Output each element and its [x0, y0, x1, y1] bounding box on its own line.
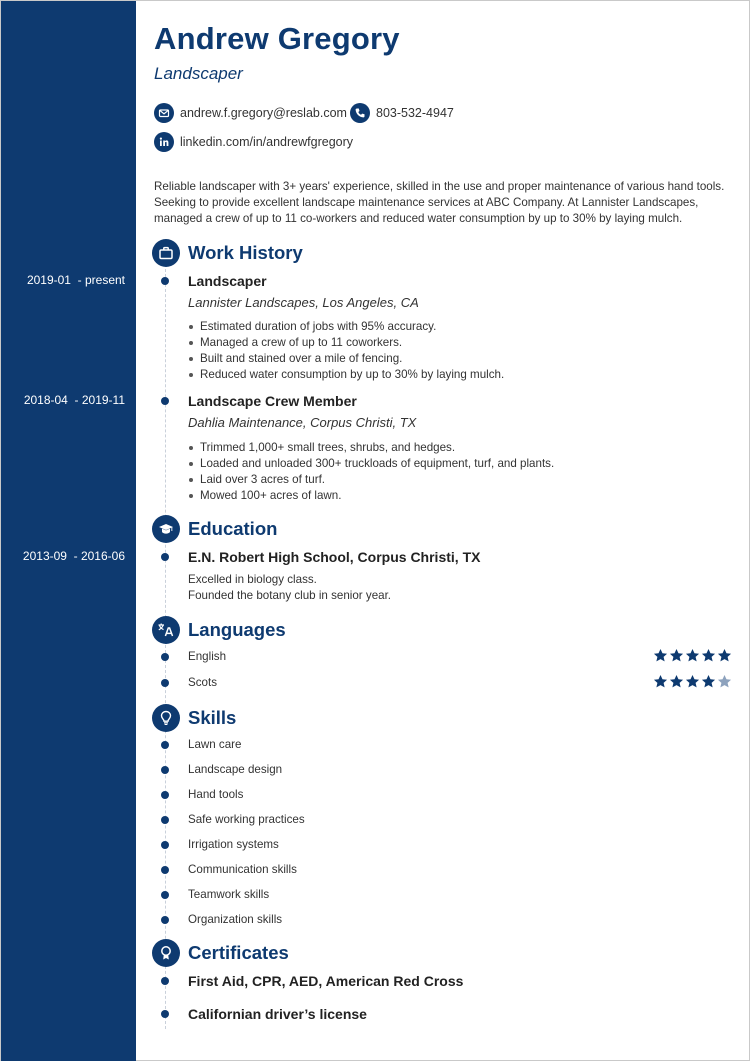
timeline-dot — [161, 866, 169, 874]
school-name: E.N. Robert High School, Corpus Christi, TX — [188, 549, 481, 565]
timeline-dot — [161, 679, 169, 687]
skill-item: Hand tools — [188, 788, 244, 801]
job-company: Dahlia Maintenance, Corpus Christi, TX — [188, 415, 417, 430]
list-item: Built and stained over a mile of fencing. — [200, 351, 504, 367]
timeline-dot — [161, 277, 169, 285]
job-date: 2019-01 - present — [26, 273, 125, 287]
timeline-dot — [161, 841, 169, 849]
star-filled-icon — [701, 674, 716, 689]
certificates-heading: Certificates — [152, 939, 289, 967]
star-filled-icon — [653, 674, 668, 689]
skill-item: Safe working practices — [188, 813, 305, 826]
phone-text: 803-532-4947 — [376, 106, 454, 120]
lightbulb-icon — [152, 704, 180, 732]
candidate-name: Andrew Gregory — [154, 21, 400, 56]
language-rating — [653, 674, 732, 689]
certificate-item: First Aid, CPR, AED, American Red Cross — [188, 973, 464, 989]
language-name: Scots — [188, 676, 217, 689]
skills-heading: Skills — [152, 704, 236, 732]
skill-item: Landscape design — [188, 763, 283, 776]
job-date: 2018-04 - 2019-11 — [23, 393, 125, 407]
linkedin-icon — [154, 132, 174, 152]
briefcase-icon — [152, 239, 180, 267]
education-detail: Excelled in biology class. — [188, 573, 317, 586]
award-icon — [152, 939, 180, 967]
timeline-dot — [161, 766, 169, 774]
language-name: English — [188, 650, 227, 663]
star-filled-icon — [701, 648, 716, 663]
phone-icon — [350, 103, 370, 123]
timeline-dot — [161, 916, 169, 924]
job-bullets — [200, 319, 504, 383]
linkedin-text: linkedin.com/in/andrewfgregory — [180, 135, 354, 149]
timeline-dot — [161, 891, 169, 899]
list-item: Loaded and unloaded 300+ truckloads of equipment, turf, and plants. — [200, 457, 555, 470]
timeline-dot — [161, 977, 169, 985]
education-detail: Founded the botany club in senior year. — [188, 589, 392, 602]
language-rating — [653, 648, 732, 663]
timeline-dot — [161, 791, 169, 799]
summary-text: Reliable landscaper with 3+ years' experience, skilled in the use and proper maintenance of various hand tools. Seeking to provide excellent landscape maintenance services at ABC Company. At Lannister Landscapes, managed a crew of up to 11 co-workers and reduced water consumption by up to 30% by laying mulch. — [154, 180, 725, 225]
timeline-dot — [161, 553, 169, 561]
linkedin-contact[interactable] — [154, 132, 353, 152]
list-item: Mowed 100+ acres of lawn. — [200, 488, 554, 504]
list-item: Trimmed 1,000+ small trees, shrubs, and hedges. — [200, 440, 554, 456]
skill-item: Irrigation systems — [188, 838, 279, 851]
work-history-heading: Work History — [152, 239, 303, 267]
timeline-dot — [161, 741, 169, 749]
timeline-dot — [161, 816, 169, 824]
timeline-line — [165, 269, 166, 1029]
star-filled-icon — [653, 648, 668, 663]
graduation-cap-icon — [152, 515, 180, 543]
job-position: Landscaper — [188, 273, 267, 289]
star-filled-icon — [669, 648, 684, 663]
list-item: Laid over 3 acres of turf. — [200, 472, 554, 488]
timeline-dot — [161, 397, 169, 405]
star-filled-icon — [685, 648, 700, 663]
skill-item: Lawn care — [188, 738, 242, 751]
list-item: Reduced water consumption by up to 30% by laying mulch. — [200, 368, 505, 381]
job-position: Landscape Crew Member — [188, 393, 357, 409]
timeline-dot — [161, 653, 169, 661]
skill-item: Teamwork skills — [188, 888, 270, 901]
email-contact[interactable] — [154, 103, 347, 123]
translate-icon — [152, 616, 180, 644]
email-icon — [154, 103, 174, 123]
phone-contact[interactable] — [350, 103, 454, 123]
star-filled-icon — [717, 648, 732, 663]
skill-item: Communication skills — [188, 863, 297, 876]
star-filled-icon — [685, 674, 700, 689]
list-item: Managed a crew of up to 11 coworkers. — [200, 335, 504, 351]
languages-heading: Languages — [152, 616, 286, 644]
education-heading: Education — [152, 515, 277, 543]
job-company: Lannister Landscapes, Los Angeles, CA — [188, 295, 419, 310]
job-title: Landscaper — [154, 64, 243, 83]
sidebar — [1, 1, 136, 1061]
timeline-dot — [161, 1010, 169, 1018]
email-text: andrew.f.gregory@reslab.com — [180, 106, 347, 120]
skill-item: Organization skills — [188, 913, 283, 926]
star-empty-icon — [717, 674, 732, 689]
star-filled-icon — [669, 674, 684, 689]
list-item: Estimated duration of jobs with 95% accuracy. — [200, 319, 504, 335]
education-date: 2013-09 - 2016-06 — [22, 549, 125, 563]
certificate-item: Californian driver’s license — [188, 1006, 367, 1022]
job-bullets — [200, 440, 554, 504]
